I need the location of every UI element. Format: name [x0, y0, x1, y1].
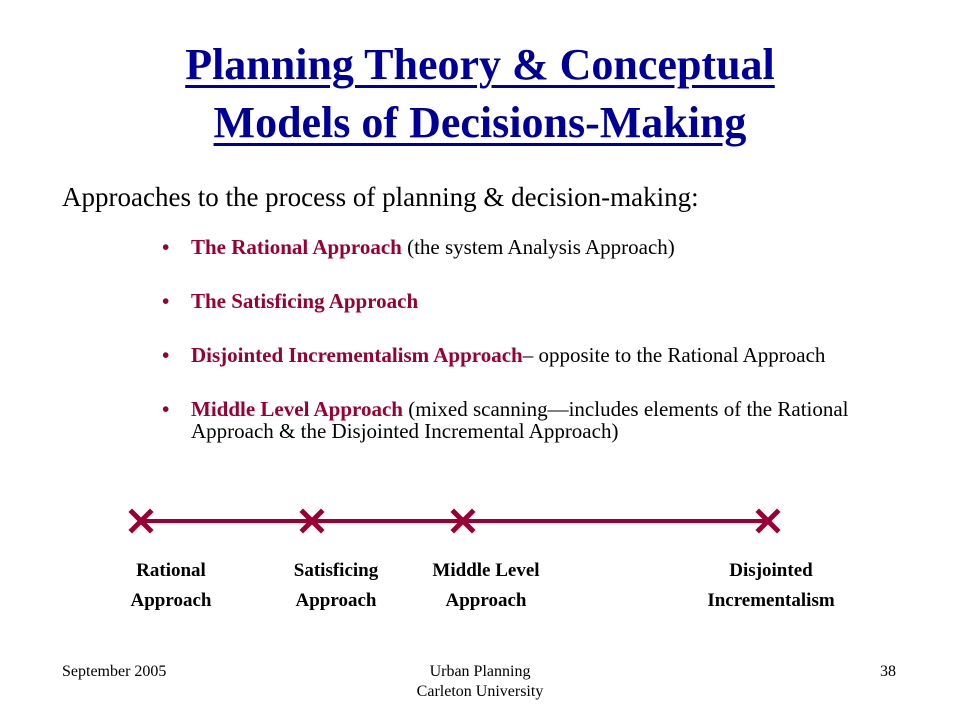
- bullet-icon: •: [162, 343, 170, 367]
- approaches-list: [162, 236, 922, 474]
- bullet-text: – opposite to the Rational Approach: [522, 343, 826, 367]
- slide-title-line-2: Models of Decisions-Making: [213, 98, 747, 147]
- bullet-highlight: Middle Level Approach: [191, 397, 403, 421]
- slide-title: [0, 36, 960, 152]
- timeline-label-rational: Rational Approach: [130, 560, 212, 611]
- list-item-rational: [162, 236, 922, 258]
- approach-timeline: [0, 500, 960, 550]
- bullet-text: (mixed scanning—includes elements of the Rational Approach & the Disjointed Incremental Approach): [191, 397, 849, 443]
- bullet-icon: •: [162, 397, 170, 421]
- footer-university: Carleton University: [416, 683, 544, 700]
- list-item-satisficing: [162, 290, 922, 312]
- slide-subtitle: Approaches to the process of planning & decision-making:: [62, 182, 699, 212]
- bullet-highlight: The Rational Approach: [191, 235, 402, 259]
- bullet-highlight: The Satisficing Approach: [191, 289, 419, 313]
- bullet-text: (the system Analysis Approach): [401, 235, 675, 259]
- timeline-label-disjointed: Disjointed Incrementalism: [707, 560, 835, 611]
- bullet-highlight: Disjointed Incrementalism Approach: [191, 343, 523, 367]
- page-number: 38: [880, 663, 896, 680]
- bullet-icon: •: [162, 235, 170, 259]
- list-item-middle-level: [162, 398, 922, 442]
- footer-course: Urban Planning: [429, 663, 531, 680]
- timeline-label-satisficing: Satisficing Approach: [293, 560, 379, 611]
- footer-institution: [380, 662, 580, 702]
- bullet-icon: •: [162, 289, 170, 313]
- footer-date: September 2005: [62, 663, 167, 680]
- timeline-label-middle-level: Middle Level Approach: [432, 560, 540, 611]
- slide-title-line-1: Planning Theory & Conceptual: [185, 40, 775, 89]
- list-item-disjointed: [162, 344, 922, 366]
